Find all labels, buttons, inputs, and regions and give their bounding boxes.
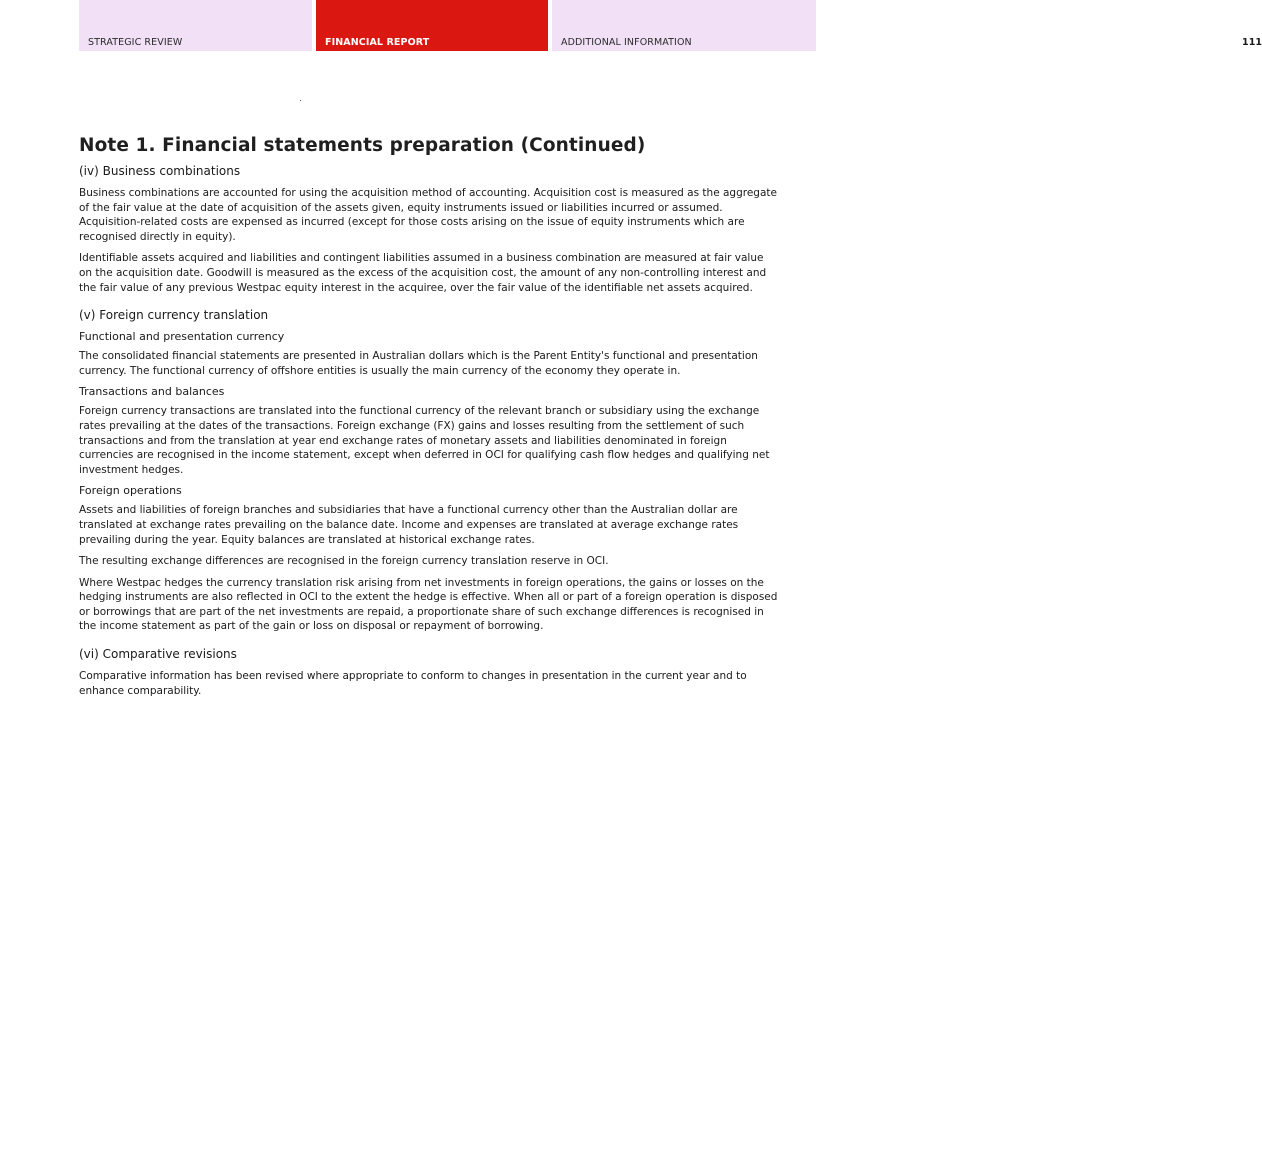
paragraph: Foreign currency transactions are translated into the functional currency of the relevant branch or subsidiary using the exchange rates prevailing at the dates of the transactions. Foreign exchange (FX) gains and losses resulting from the settlement of such transactions and from the translation at year end exchange rates of monetary assets and liabilities denominated in foreign currencies are recognised in the income statement, except when deferred in OCI for qualifying cash flow hedges and qualifying net investment hedges.	[79, 405, 770, 476]
paragraph: Where Westpac hedges the currency translation risk arising from net investments in foreign operations, the gains or losses on the hedging instruments are also reflected in OCI to the extent the hedge is effective. When all or part of a foreign operation is disposed or borrowings that are part of the net investments are repaid, a proportionate share of such exchange differences is recognised in the income statement as part of the gain or loss on disposal or repayment of borrowing.	[79, 576, 778, 633]
tab-financial-report[interactable]	[316, 0, 548, 51]
section-heading-foreign-currency: (v) Foreign currency translation	[79, 308, 269, 323]
paragraph: Business combinations are accounted for using the acquisition method of accounting. Acquisition cost is measured as the aggregate of the fair value at the date of acquisition of the assets given, equity instruments issued or liabilities incurred or assumed. Acquisition-related costs are expensed as incurred (except for those costs arising on the issue of equity instruments which are recognised directly in equity).	[79, 187, 777, 243]
tab-label: ADDITIONAL INFORMATION	[561, 37, 692, 48]
paragraph: Identifiable assets acquired and liabilities and contingent liabilities assumed in a business combination are measured at fair value on the acquisition date. Goodwill is measured as the excess of the acquisition cost, the amount of any non-controlling interest and the fair value of any previous Westpac equity interest in the acquiree, over the fair value of the identifiable net assets acquired.	[79, 252, 767, 294]
section-heading-business-combinations: (iv) Business combinations	[79, 164, 241, 178]
page-content	[79, 135, 779, 705]
tab-label: STRATEGIC REVIEW	[88, 37, 183, 48]
subheading-foreign-operations: Foreign operations	[79, 484, 182, 498]
page-number: 111	[1242, 37, 1262, 48]
subheading-transactions: Transactions and balances	[79, 385, 225, 399]
paragraph: The consolidated financial statements are presented in Australian dollars which is the Parent Entity's functional and presentation currency. The functional currency of offshore entities is usually the main currency of the economy they operate in.	[79, 350, 758, 377]
paragraph: Comparative information has been revised where appropriate to conform to changes in presentation in the current year and to enhance comparability.	[79, 670, 747, 697]
page-title: Note 1. Financial statements preparation (Continued)	[79, 135, 646, 156]
section-heading-comparative-revisions: (vi) Comparative revisions	[79, 647, 237, 662]
paragraph: The resulting exchange differences are recognised in the foreign currency translation reserve in OCI.	[79, 555, 609, 568]
tab-additional-information[interactable]	[552, 0, 1262, 51]
paragraph: Assets and liabilities of foreign branches and subsidiaries that have a functional currency other than the Australian dollar are translated at exchange rates prevailing on the balance date. Income and expenses are translated at average exchange rates prevailing during the year. Equity balances are translated at historical exchange rates.	[79, 504, 739, 546]
section-header	[79, 0, 1262, 51]
tab-strategic-review[interactable]	[79, 0, 312, 51]
stray-dot	[300, 100, 301, 101]
tab-label: FINANCIAL REPORT	[325, 37, 430, 48]
subheading-functional-currency: Functional and presentation currency	[79, 330, 285, 344]
